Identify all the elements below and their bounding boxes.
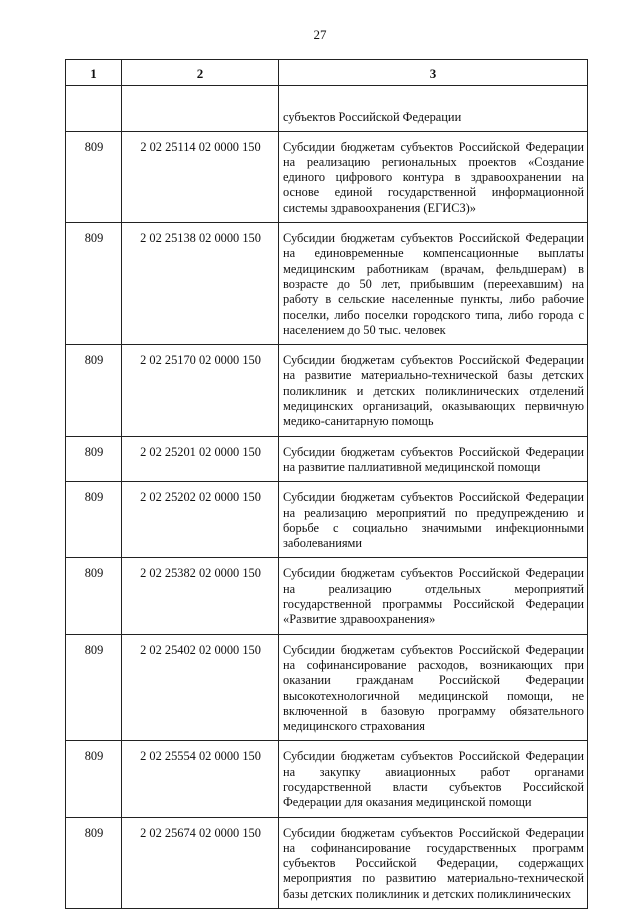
budget-code-cell: 2 02 25674 02 0000 150 bbox=[122, 817, 279, 908]
table-row bbox=[66, 741, 588, 817]
admin-code-cell: 809 bbox=[66, 131, 122, 222]
budget-code-cell: 2 02 25114 02 0000 150 bbox=[122, 131, 279, 222]
table-row bbox=[66, 345, 588, 436]
budget-code-cell: 2 02 25202 02 0000 150 bbox=[122, 482, 279, 558]
budget-classification-table bbox=[65, 59, 588, 909]
admin-code-cell: 809 bbox=[66, 817, 122, 908]
table-row bbox=[66, 223, 588, 345]
description-cell: Субсидии бюджетам субъектов Российской Федерации на реализацию мероприятий по предупреждению и борьбе с социально значимыми инфекционными заболеваниями bbox=[279, 482, 588, 558]
table-row bbox=[66, 131, 588, 222]
admin-code-cell: 809 bbox=[66, 436, 122, 482]
empty-cell bbox=[66, 86, 122, 131]
admin-code-cell: 809 bbox=[66, 558, 122, 634]
budget-code-cell: 2 02 25402 02 0000 150 bbox=[122, 634, 279, 741]
table-row bbox=[66, 817, 588, 908]
column-header-1: 1 bbox=[66, 60, 122, 86]
budget-code-cell: 2 02 25170 02 0000 150 bbox=[122, 345, 279, 436]
budget-code-cell: 2 02 25554 02 0000 150 bbox=[122, 741, 279, 817]
admin-code-cell: 809 bbox=[66, 741, 122, 817]
description-cell: Субсидии бюджетам субъектов Российской Федерации на реализацию региональных проектов «Создание единого цифрового контура в здравоохранении на основе единой государственной информационной системы здравоохранения (ЕГИСЗ)» bbox=[279, 131, 588, 222]
description-cell: Субсидии бюджетам субъектов Российской Федерации на развитие материально-технической базы детских поликлиник и детских поликлинических отделений медицинских организаций, оказывающих первичную медико-санитарную помощь bbox=[279, 345, 588, 436]
admin-code-cell: 809 bbox=[66, 223, 122, 345]
table-row bbox=[66, 634, 588, 741]
continuation-text: субъектов Российской Федерации bbox=[279, 86, 588, 131]
description-cell: Субсидии бюджетам субъектов Российской Федерации на единовременные компенсационные выплаты медицинским работникам (врачам, фельдшерам) в возрасте до 50 лет, прибывшим (переехавшим) на работу в сельские населенные пункты, либо рабочие поселки, либо поселки городского типа, либо города с населением до 50 тыс. человек bbox=[279, 223, 588, 345]
column-header-2: 2 bbox=[122, 60, 279, 86]
description-cell: Субсидии бюджетам субъектов Российской Федерации на развитие паллиативной медицинской помощи bbox=[279, 436, 588, 482]
admin-code-cell: 809 bbox=[66, 482, 122, 558]
continuation-row bbox=[66, 86, 588, 131]
description-cell: Субсидии бюджетам субъектов Российской Федерации на софинансирование расходов, возникающих при оказании гражданам Российской Федерации высокотехнологичной медицинской помощи, не включенной в базовую программу обязательного медицинского страхования bbox=[279, 634, 588, 741]
table-header-row bbox=[66, 60, 588, 86]
description-cell: Субсидии бюджетам субъектов Российской Федерации на софинансирование государственных программ субъектов Российской Федерации, содержащих мероприятия по развитию материально-технической базы детских поликлиник и детских поликлинических bbox=[279, 817, 588, 908]
budget-code-cell: 2 02 25201 02 0000 150 bbox=[122, 436, 279, 482]
description-cell: Субсидии бюджетам субъектов Российской Федерации на реализацию отдельных мероприятий государственной программы Российской Федерации «Развитие здравоохранения» bbox=[279, 558, 588, 634]
admin-code-cell: 809 bbox=[66, 634, 122, 741]
page-number: 27 bbox=[313, 27, 327, 42]
admin-code-cell: 809 bbox=[66, 345, 122, 436]
description-cell: Субсидии бюджетам субъектов Российской Федерации на закупку авиационных работ органами государственной власти субъектов Российской Федерации для оказания медицинской помощи bbox=[279, 741, 588, 817]
table-row bbox=[66, 482, 588, 558]
column-header-3: 3 bbox=[279, 60, 588, 86]
empty-cell bbox=[122, 86, 279, 131]
budget-code-cell: 2 02 25138 02 0000 150 bbox=[122, 223, 279, 345]
table-row bbox=[66, 558, 588, 634]
table-row bbox=[66, 436, 588, 482]
budget-code-cell: 2 02 25382 02 0000 150 bbox=[122, 558, 279, 634]
